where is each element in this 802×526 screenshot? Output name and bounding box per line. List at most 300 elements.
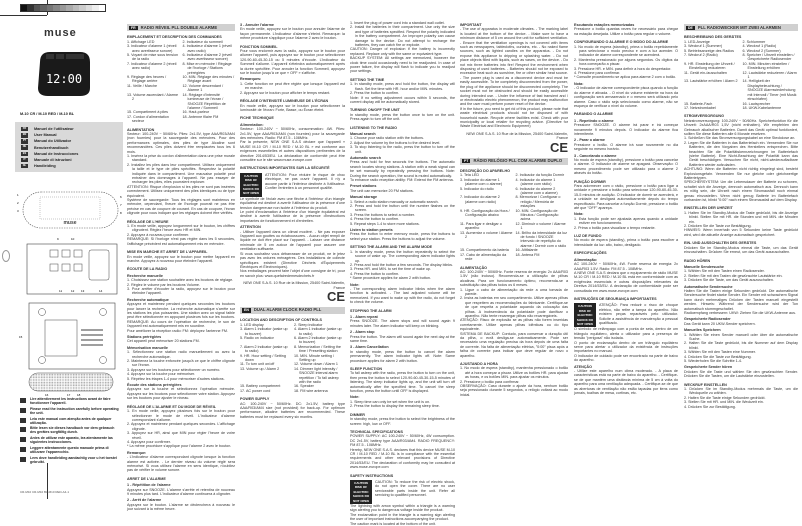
- section-heading: FUNÇÃO DORMIR: [574, 179, 606, 184]
- section-heading: ARRET DE L'ALARME: [127, 476, 166, 481]
- control-item: 11. Gerät ein-/ausschalten: [684, 70, 727, 75]
- callout-label: 6: [120, 195, 122, 199]
- section-heading: ÉCOUTE DE LA RADIO: [127, 267, 168, 272]
- callout-label: 3: [17, 209, 19, 213]
- control-item: 16. Lautsprecher: [742, 101, 771, 106]
- subheading: 3 - Alarm Cancellation: [350, 345, 389, 350]
- paragraph: The caution mark is located at the bottom of the unit.: [350, 521, 436, 526]
- control-item: 9. HR. Einstellung der Uhrzeit / Einstellung reduzieren: [684, 61, 735, 71]
- back-view-diagram: [15, 300, 125, 372]
- controls-list: [684, 40, 798, 111]
- section-heading: RÉGLAGE DE L'ALARME ET DU MODE DE RÉVEIL: [127, 404, 216, 409]
- list-step: 2. Prima o botão para visualizar o tempo restante.: [574, 225, 656, 230]
- notice-item: [20, 437, 120, 445]
- read-manual-icon: [20, 418, 26, 423]
- control-item: 16. Haut-parleur: [182, 110, 210, 115]
- subheading: Remarques:: [240, 77, 262, 82]
- caution-label-icon: CAUTION RISK OF ELECTRIC SHOCK DO NOT OPEN: [574, 303, 596, 327]
- section-heading: EINSTELLEN DER UHRZEIT: [684, 206, 733, 211]
- list-step: 2. Réglez le volume par les boutons Volume.: [127, 282, 200, 287]
- language-label: Manuel de l'utilisateur: [34, 127, 74, 132]
- control-item: 8. Speicher / Uhrzeit einstellen / Gespeicherte Radiosender: [742, 53, 795, 62]
- list-step: 4. Drücken Sie die Taste zur Bestätigung.: [684, 354, 752, 359]
- section-title: RADIO RÉVEIL PLL DOUBLE ALARME: [140, 24, 218, 30]
- list-step: 2. Insira as baterias em seu compartimento. Utilize apenas pilhas que respeitem as recomendações do fabricante. Certifique-se de que respeita a polaridade aquando da colocação das pilhas. A inobservância da polaridade pode danificar o aparelho. Não tente recarregar pilhas não recarregáveis.: [460, 296, 568, 318]
- control-item: 10. MIN. Configuração de Minutos / Configuração acima: [515, 208, 559, 222]
- notice-item: [20, 418, 120, 426]
- paragraph: En mode veille, appuyez sur le bouton pour mettre l'appareil en marche. Appuyez à nouveau pour éteindre l'appareil.: [127, 254, 235, 263]
- paragraph: Pour vous endormir avec la radio, appuyez sur le bouton pour allumer l'appareil, puis appuyez sur le bouton pour sélectionner 120-90-60-45-30-15 ou 5 minutes d'écoute. L'indicateur du Sommeil s'allume. L'appareil s'éteindra automatiquement après la durée spécifiée. Pour annuler la fonction Sommeil, appuyez sur le bouton jusqu'à ce que « OFF » s'affiche.: [240, 49, 345, 76]
- list-step: 4. Appuyez sur la touche pour mémoriser.: [127, 372, 196, 377]
- list-step: 1. Wählen Sie einen Sender manuell oder über die automatische Suche.: [684, 332, 798, 341]
- list-step: 3. Stellen Sie mit HR. und MIN. die Weckzeit ein.: [684, 400, 764, 405]
- list-step: 5. Wiederholen Sie die Schritte 1-4.: [684, 359, 743, 364]
- paragraph: HINWEIS: Wenn innerhalb von 5 Sekunden keine Taste gedrückt wird, wird die aktuelle Anzeige automatisch gespeichert.: [684, 228, 798, 237]
- section-heading: FICHE TECHNIQUE: [240, 116, 274, 121]
- paragraph: O símbolo de relâmpago com a ponta de seta, dentro de um triângulo equilátero, alerta o utilizador para a presença de tensão "perigosa" não isolada.: [574, 327, 678, 341]
- model-number: M-10 CR / M-10 RED / M-10 BL: [20, 112, 75, 116]
- callout-label: 12: [71, 289, 75, 293]
- caution-text: CAUTION: To reduce the risk of electric shock, do not open the cover. There are no user serviceable parts inside the unit. Refer all servicing to qualified personnel.: [375, 479, 455, 498]
- list-step: 1. Ligue o cabo de alimentação da rede a uma tomada de parede.: [460, 287, 568, 296]
- section-heading: ALIMENTAÇÃO: [460, 265, 487, 270]
- section-heading: STROMVERSORGUNG: [684, 114, 724, 119]
- paragraph: No modo de espera (standby), prima o botão para escolher a intensidade da luz: alto, baixo, desligado.: [574, 238, 678, 247]
- section-heading: SAFETY INSTRUCTIONS: [350, 473, 394, 478]
- paragraph: AC 100-240V ~ 50/60Hz, 4W. Fonte reserva de energia: 2x AAA/R03 1.5V. Rádio: FM 87.5 - 108MHz.: [574, 262, 678, 271]
- paragraph: To fall asleep with the radio, press the button to turn on the unit, then press the button to select 120-90-60-45-30-15-5 minutes of listening. The sleep indicator lights up, and the unit will turn off automatically after the specified time. To cancel the sleep function, press the button until OFF is displayed.: [350, 371, 455, 394]
- list-step: 2. Halten Sie die Taste einige Sekunden gedrückt.: [684, 395, 766, 400]
- caution-label-icon: CAUTION RISK OF ELECTRIC SHOCK DO NOT OPEN: [350, 480, 372, 504]
- control-item: 1. LED-Anzeige: [684, 39, 710, 44]
- language-flag-icon: EN: [22, 133, 27, 137]
- notice-item: [20, 457, 120, 465]
- controls-list: [127, 40, 235, 124]
- control-item: 5. Indicador do rádio: [460, 186, 494, 191]
- subheading: Note:: [350, 282, 360, 287]
- control-item: 15. Compartimento da bateria: [460, 248, 509, 253]
- read-manual-icon: [20, 447, 26, 452]
- subheading: 2 - Arrêt de l'alarme: [127, 498, 162, 503]
- control-item: 2. Indicateur du sommeil: [182, 39, 223, 44]
- callout-label: 16: [45, 393, 49, 397]
- paragraph: BACKUP SYSTEM: All settings are memorized, however the clock time could occasionally need to be readjusted. In case of power failure, the display will flash to indicate you to readjust your settings.: [350, 56, 455, 74]
- paragraph: * Same procedure applies for alarm 2 with button.: [350, 276, 431, 281]
- notice-item: [20, 427, 120, 435]
- paragraph: AC: 100-240V ~ 50/60Hz. DC: 2x1.5V, battery type AAA/R03/AM4 size (not provided) for back-up. For optimum performance, alkaline batteries are recommended. These batteries must be replaced every six months.: [240, 401, 345, 419]
- list-step: 3. Pour arrêter d'écouter la radio, appuyez sur le bouton pour éteindre l'appareil.: [127, 286, 235, 296]
- list-step: 3. Drücken Sie die Taste, um das Gerät auszuschalten.: [684, 278, 774, 283]
- list-step: 1. En mode veille, appuyez longuement sur le bouton, les chiffres clignotent. Réglez l'heure avec HR et MIN.: [127, 224, 235, 233]
- paragraph: * La même procédure s'applique pour l'alarme 2 avec le bouton.: [127, 444, 232, 449]
- paragraph: POWER SUPPLY: AC 100-240V ~ 50/60Hz, 4W consumption. DC 2x1.5V, battery type AAA/R03/AM4. RADIO FREQUENCY: FM 87.5 - 108MHz.: [350, 434, 455, 448]
- list-step: 3. Press the buttons to select a number.: [350, 212, 415, 217]
- paragraph: ACHTUNG: Wenn die Batterien nicht richtig eingelegt sind, besteht Explosionsgefahr. Verwenden Sie nur gleiche oder gleichwertige Batterietypen.: [684, 167, 798, 180]
- language-section-header: [684, 24, 798, 31]
- control-item: 12. Volume down / Alarm 1: [294, 362, 338, 367]
- notice-item: [20, 408, 120, 416]
- diagram-logo: muse: [63, 220, 77, 226]
- control-item: 4. Indicador do alarme 1 (alarme com rádio): [515, 177, 556, 187]
- notice-text: Antes de utilizar este aparato, lea atentamente las siguientes instrucciones.: [30, 436, 113, 445]
- list-step: 3. Pressione HR. e MIN. para definir a hora do despertador.: [574, 66, 672, 71]
- control-item: 7. Indicador do alarme 2 (alarme com rádio): [460, 195, 500, 204]
- caution-text: ATENÇÃO: Para reduzir o risco de choque elétrico, não retire a tampa do aparelho. Não existem peças reparáveis pelo utilizador. Solicite a assistência de manutenção a pessoal qualificado.: [599, 303, 678, 325]
- paragraph: In standby mode, press the button to cancel the alarm permanently. The alarm indicator lights off. Note: Same procedure applies for alarm 2 with button.: [350, 349, 455, 363]
- column-de-1: [684, 21, 798, 409]
- control-item: 10. MIN. Réglage des minutes / Réglage avant: [182, 75, 235, 84]
- front-view-diagram: [15, 188, 125, 233]
- list-step: 3. Press HR. and MIN. to set the time of wake up.: [350, 267, 431, 272]
- control-item: 1. Tela LED: [460, 173, 479, 178]
- paragraph: En mode veille, appuyez sur le bouton pour annuler l'alarme de façon permanente. L'indicateur d'alarme s'éteint. Remarque: la même procédure s'applique pour l'alarme 2 avec le bouton.: [240, 27, 345, 41]
- language-section-header: [240, 307, 345, 314]
- language-label: Manual de Instrucciones: [34, 151, 79, 156]
- list-step: 4. Press the button to confirm.: [350, 217, 400, 222]
- paragraph: Appuyez sur le bouton. L'alarme se déclenchera à nouveau le jour suivant à la même heure.: [127, 502, 235, 512]
- paragraph: REMARQUE: Si l'horloge n'est pas réglée dans les 5 secondes, l'affichage précédent est automatiquement mis en mémoire.: [127, 237, 235, 246]
- language-section-header: [460, 158, 568, 165]
- callout-label: 13: [81, 289, 85, 293]
- list-step: 2. Installez les piles dans leur compartiment. Utilisez uniquement la taille et le type de piles spécifiés. Respectez la polarité indiquée dans le compartiment. Une mauvaise polarité peut entraîner des dommages à l'appareil. Ne pas essayer de recharger les piles, elles pourraient exploser.: [127, 162, 235, 185]
- paragraph: Le point d'exclamation à l'intérieur d'un triangle équilatéral est destiné à avertir l'utilisateur de la présence d'instructions importantes de fonctionnement et d'entretien.: [240, 210, 345, 223]
- list-step: 2. Press the button to confirm.: [350, 91, 400, 96]
- notice-item: [20, 447, 120, 455]
- list-step: 1. Insert the plug of power cord into a standard wall outlet.: [350, 21, 445, 25]
- section-heading: SETTING THE TIME: [350, 77, 385, 82]
- language-list: [15, 122, 123, 172]
- paragraph: Appuyez sur la touche et sélectionnez l'opération mémoire. Appuyez sur les boutons pour sélectionner votre station. Appuyez sur les boutons pour ajuster le niveau.: [127, 387, 235, 401]
- paragraph: - Utilize este aparelho num clima moderado. - A placa de características está na parte de baixo do aparelho. - Certifique-se de que mantém uma distância mínima de 5 cm à volta do aparelho para uma ventilação adequada. - Certifique-se de que as aberturas de ventilação não estão tapadas por itens como jornais, toalhas de mesa, cortinas, etc.: [574, 369, 678, 396]
- section-heading: SETTING THE ALARM AND THE ALARM MODE: [350, 245, 433, 250]
- paragraph: Das Gerät kann 20 UKW-Sender speichern.: [684, 321, 756, 326]
- control-item: 13. Aumentar o volume / Alarme 2: [460, 230, 513, 240]
- list-step: 2. Maintenez la touche enfoncée jusqu'à ce que le chiffre clignote sur l'écran.: [127, 359, 235, 368]
- paragraph: SISTEMA DE BACKUP: Contudo, para conservar a duração útil da pilha, o ecrã desliga-se automaticamente. Pode ser necessário uma regulação precisa da hora depois de uma falta de corrente. Na falta de alimentação elétrica, "0:00" pisca após a falha de corrente para indicar que deve regular de novo o aparelho.: [460, 331, 568, 358]
- list-step: 5. Repeat steps 1-4 to store more stations.: [350, 221, 420, 226]
- subheading: 3 - Cancelando o alarme: [574, 153, 617, 158]
- paragraph: In standby mode, press the button once to turn on the unit. Press again to turn off the unit.: [350, 112, 455, 122]
- ce-mark: CE: [326, 288, 345, 304]
- list-step: 2. Legen Sie die Batterien in das Batteriefach ein. Verwenden Sie nur Batterien, die den Vorgaben des Herstellers entsprechen. Bitte beachten Sie die Polaritätskennzeichnungen im Batteriefach (siehe Batterie). Eine Nicht-Beachtung der Polarität kann das Gerät beschädigen. Versuchen Sie nicht, nicht-wiederaufladbare Batterien wieder aufzuladen.: [684, 140, 798, 167]
- control-item: 3. Weckruf 1 (Summer): [684, 44, 723, 49]
- company-address: NEW ONE S.A.S. 10 Rue de la Mission, 25400 Saint-Valentin, France: [466, 131, 568, 141]
- color-swatch: [99, 5, 105, 11]
- list-step: 2. Halten Sie die Taste gedrückt, bis die Nummer auf dem Display blinkt.: [684, 341, 798, 350]
- list-step: 2. Press the button to display the remaining sleep time.: [350, 404, 440, 409]
- list-step: 2. Press and hold the button until the number flashes on the screen.: [350, 204, 455, 213]
- subheading: Recherche automatique: [127, 297, 169, 302]
- paragraph: Press the button to enter memory mode, press the buttons to select your station. Press the buttons to adjust the volume.: [350, 232, 455, 241]
- control-item: 12. Volume descendant / Alarme 1: [182, 83, 224, 93]
- control-item: 16. Speaker: [294, 384, 314, 389]
- paragraph: Hereby, NEW ONE S.A.S. declares that this device MUSE M-10 CR / M-10 RED / M-10 BL is in compliance with the essential requirements and other relevant provisions of Directive 2014/53/EU. The declaration of conformity may be consulted at www.muse-europe.com: [350, 447, 455, 470]
- subheading: Remarque:: [127, 450, 147, 455]
- control-item: 17. AC power cord: [240, 388, 271, 393]
- paragraph: Par la présente, NEW ONE S.A.S déclare que l'appareil « MUSE M-10 CR / M-10 RED / M-10 BL » est conforme aux exigences essentielles et autres dispositions pertinentes de la directive 2014/53/EU. La déclaration de conformité peut être consultée sur le site www.muse-europe.com: [240, 140, 345, 162]
- paragraph: Appuyez sur SNOOZE. L'alarme s'arrête et retentira de nouveau 9 minutes plus tard. L'indicateur d'alarme continuera à clignoter.: [127, 487, 235, 496]
- language-label: Manuale di istruzioni: [34, 158, 72, 163]
- caution-block: [350, 480, 455, 504]
- control-item: 18. Antena FM: [515, 252, 540, 257]
- read-manual-icon: [20, 427, 26, 432]
- paragraph: Secteur: 100-240V ~ 50/60Hz, consommation: 4W. Piles: 2x1.5V, type AAA/R03/AM4 (non fournies) pour la sauvegarde des mémoires. Radio: FM 87.5 - 108MHz.: [240, 127, 345, 140]
- paragraph: Appuyez et maintenez pendant quelques secondes les boutons pour lancer la recherche. La recherche automatique s'arrête sur les stations les plus puissantes. Une station avec un signal faible peut être sélectionnée en appuyant plusieurs fois sur les boutons. REMARQUE: Au cours de l'opération de recherche, le son de l'appareil est automatiquement mis en sourdine.: [127, 302, 235, 329]
- paragraph: - O indicador de alarme correspondente pisca quando a função do alarme é ativada. - O nível do volume existente na hora da configuração será armazenado e o mesmo será utilizado pelo alarme. Caso o rádio seja selecionado como alarme, não se esqueça de verificar o nível do volume.: [574, 86, 678, 108]
- paragraph: Pour améliorer la réception radio: FM: déployez l'antenne FM.: [127, 328, 228, 333]
- caution-block: [574, 303, 678, 327]
- paragraph: To enhance radio reception ability: FM: Extend the FM antenna.: [350, 178, 454, 182]
- language-item: [21, 163, 117, 169]
- control-item: 12. Lautstärke reduzieren / Alarm 1: [742, 70, 797, 80]
- column-fr-1: [127, 21, 235, 512]
- paragraph: Press the button. The alarm will sound again the next day at the same time.: [350, 334, 455, 343]
- language-flag-icon: FR: [22, 126, 27, 130]
- subheading: Escutando estações memorizadas: [574, 23, 635, 27]
- section-heading: LUZ DE FUNDO: [574, 234, 602, 239]
- control-item: 18. Antenne filaire FM: [182, 114, 219, 119]
- list-step: 2. Pressione o botão para confirmar.: [460, 379, 520, 384]
- control-item: 5. Radio on indicator: [240, 335, 274, 340]
- list-step: 5. Répétez les étapes 1-4 pour mémoriser d'autres stations.: [127, 376, 225, 381]
- control-item: 4. Alarm 1 indicator (wake up to radio): [294, 327, 342, 336]
- list-step: 4. Appuyez pour confirmer.: [127, 439, 171, 444]
- paragraph: Système de sauvegarde: Tous les réglages sont maintenus en mémoire, cependant, l'heure de l'horloge pourrait ne pas être précise en cas de coupure de courant. En cas de coupure, l'écran clignote pour vous indiquer que les réglages doivent être vérifiés.: [127, 198, 235, 216]
- section-heading: SLEEP FUNCTION: [350, 367, 383, 372]
- read-manual-icon: [20, 398, 26, 403]
- paragraph: The lightning with arrow symbol within a triangle is a warning sign alerting you to dangerous voltage inside the product.: [350, 504, 455, 513]
- ce-mark: CE: [549, 139, 568, 155]
- subheading: Note:: [350, 395, 360, 400]
- list-step: 4. Pressione para confirmar.: [574, 71, 621, 76]
- subheading: Listen to station presets: [350, 228, 393, 233]
- list-step: 2. Install the batteries in their compartment. Use only the size and type of batteries specified. Respect the polarity indicated in the battery compartment. An improper polarity can cause damage to the device. Do not attempt to recharge the batteries, they can catch fire or explode.: [350, 25, 455, 48]
- subheading: 1 - Alarm repeat: [350, 314, 378, 319]
- list-step: 3. Wählen Sie mit den Tasten eine Nummer.: [684, 350, 756, 355]
- control-item: 11. Veille / Marche: [127, 83, 158, 88]
- subheading: Alimentação:: [574, 257, 598, 262]
- subheading: Écoute des stations préréglées: [127, 383, 182, 388]
- paragraph: Drücken Sie die Taste und wählen Sie den gewünschten Sender. Drücken Sie die Tasten, um die Lautstärke einzustellen.: [684, 369, 798, 379]
- language-label: User Manual: [34, 133, 57, 138]
- language-section-header: [127, 24, 235, 31]
- subheading: Stations préréglées: [127, 335, 162, 339]
- subheading: Gespeicherte Sender hören: [684, 365, 733, 370]
- language-flag-icon: PT: [22, 139, 27, 143]
- control-item: 9. HR. Hour setting / Setting down: [240, 353, 286, 362]
- paragraph: Halten Sie die Tasten einige Sekunden gedrückt. Die automatische Sendersuche findet starke Sender. Ein Sender mit schwachem Signal kann durch mehrmaliges Drücken der Tasten manuell eingestellt werden. Hinweis: Während der Sendersuche wird der Ton automatisch stummgeschaltet.: [684, 288, 798, 311]
- column-pt-2: [574, 21, 678, 395]
- paragraph: Press SNOOZE. The alarm stops and will sound again 9 minutes later. The alarm indicator will keep on blinking.: [350, 319, 455, 328]
- control-item: 6. Indicateur d'alarme 2 (réveil avec avertisseur sonore): [182, 53, 232, 62]
- control-item: 3. Indicador do alarme 1 (alarme com o alarme): [460, 177, 503, 187]
- subheading: Manual search: [350, 131, 376, 136]
- caution-label-icon: CAUTION RISK OF ELECTRIC SHOCK DO NOT OPEN: [240, 173, 262, 197]
- control-item: 8. Memorizar / Configurar o relógio / Memória de estações: [515, 195, 561, 209]
- language-label: Manual do Utilizador: [34, 139, 72, 144]
- paragraph: Si vous souhaitez vous débarrasser de ce produit, ne le jetez pas avec les ordures ménagères. Des installations de collecte spécifiques existent (Directive Déchets d'Équipements Électriques et Électroniques).: [240, 251, 345, 269]
- list-step: 2. Appuyez à nouveau pour confirmer.: [127, 232, 190, 237]
- notice-text: Bitte lesen sie dieses handbuch vor dem gebrauch des gerätes sorgfältig durch.: [30, 426, 115, 435]
- control-item: 5. Voyant de mise sous tension de la radio: [127, 53, 179, 62]
- section-heading: RADIO HÖREN: [684, 258, 711, 263]
- callout-label: 14: [99, 289, 103, 293]
- section-heading: EMPLACEMENT ET DESCRIPTION DES COMMANDES: [127, 35, 222, 40]
- caution-block: [240, 173, 345, 197]
- list-step: 2. Press and hold the button a few seconds. The display blinks.: [350, 262, 454, 267]
- list-step: 1. Cette fonction ne peut être réglée que lorsque l'appareil est en marche.: [240, 81, 345, 91]
- paragraph: A NEW ONE S.A.S declara que o equipamento de rádio MUSE M-10 CR / M-10 RED / M-10 BL está em conformidade com as exigências essenciais e outras disposições relevantes da Diretiva 2014/53/EU. A declaração de conformidade pode ser consultada em www.muse-europe.com: [574, 270, 678, 293]
- section-heading: RÉGLAGE D'INTENSITÉ LUMINEUSE DE L'ÉCRAN: [240, 99, 329, 104]
- control-item: 18. UKW-Kabelantenne: [742, 105, 782, 110]
- section-heading: CONFIGURANDO O ALARME E O MODO DO ALARME: [574, 40, 669, 45]
- section-heading: POWER SUPPLY: [240, 397, 270, 402]
- list-step: 1. In standby mode, press the button repeatedly to select the source of wake up. The corresponding alarm indicator lights up.: [350, 249, 455, 263]
- paragraph: Cet appareil peut mémoriser 20 stations FM.: [127, 339, 200, 344]
- notice-text: Lire attentivement les instructions avant de faire fonctionner l'appareil.: [30, 397, 111, 405]
- notice-text: Leggere attentamente questo manuale prima di utilizzare l'apparecchio.: [30, 446, 109, 454]
- list-step: 1. Halten Sie im Standby-Modus die Taste gedrückt, bis die Anzeige blinkt. Stellen Sie mit HR. die Stunden und mit MIN. die Minuten ein.: [684, 210, 798, 224]
- control-item: 12. Diminuir o volume / Alarme 1: [515, 221, 566, 231]
- subheading: IMPORTANT: [460, 23, 482, 27]
- list-step: 1. Esta função pode ser ajustada apenas quando a unidade estiver em funcionamento.: [574, 216, 678, 226]
- registration-mark: [2, 250, 10, 262]
- control-item: 15. Battery compartment: [240, 384, 281, 389]
- control-item: 18. FM wire antenna: [294, 388, 328, 393]
- callout-label: 17: [67, 393, 71, 397]
- section-heading: LOCATION AND DESCRIPTION OF CONTROLS: [240, 318, 322, 323]
- list-step: 1. No modo de espera (standby), mantenha pressionado o botão até a hora começar a piscar. Utilize os botões HR. para ajustar as horas, e os botões MIN. para ajustar os minutos.: [460, 366, 568, 380]
- control-item: 4. Indicateur d'alarme 1 (réveil avec radio): [182, 44, 232, 53]
- paragraph: En mode veille, appuyez sur le bouton pour sélectionner la luminosité de l'écran: Forte, Basse, ou Écran éteint.: [240, 103, 345, 112]
- control-item: 14. Réglage d'intensité lumineuse de l'écran / SNOOZE Répétition de l'alarme / Sommeil: [182, 92, 226, 110]
- section-heading: BESCHREIBUNG DES GERÄTES: [684, 35, 742, 40]
- paragraph: Para adormecer com o rádio, pressione o botão para ligar a unidade e pressione o botão para selecionar 120-90-60-45-30-15-5 minutos de audição. O indicador de dormir se acenderá, e a unidade se desligará automaticamente depois do tempo especificado. Para cancelar a função Dormir, pressione o botão até que "OFF" apareça.: [574, 184, 678, 211]
- read-manual-icon: [20, 437, 26, 442]
- language-flag-icon: DE: [22, 145, 27, 149]
- subheading: 1 - Repetindo o alarme: [574, 118, 614, 123]
- control-item: 13. Lautstärke erhöhen / Alarm 2: [684, 79, 738, 84]
- column-en-2: [350, 21, 455, 526]
- list-step: 1. Drücken Sie im Standby-Modus mehrmals die Taste, um die Weckquelle zu wählen.: [684, 387, 798, 396]
- control-item: 8. Mise en mémoire / Réglage de l'horloge / Stations préréglées: [182, 61, 232, 75]
- section-title: RÁDIO RELÓGIO PLL COM ALARME DUPLO: [473, 158, 563, 164]
- subheading: Automatische Sendersuche: [684, 284, 733, 289]
- control-item: 7. Weckruf 2 (Radio): [684, 53, 718, 58]
- callout-label: 7: [120, 203, 122, 207]
- control-item: 14. Dimmer light intensity / SNOOZE interval alarm repetition / To fall asleep with the radio: [294, 366, 339, 385]
- list-step: 1. Sélectionnez une station radio manuellement ou avec la recherche automatique.: [127, 350, 235, 359]
- crop-mark: [0, 15, 47, 16]
- clock-radio-image: [34, 48, 94, 98]
- subheading: 3 - Annuler l'alarme: [240, 23, 274, 27]
- language-code-badge: DE: [688, 25, 693, 30]
- section-heading: STOPPING THE ALARM: [350, 308, 392, 313]
- paragraph: Note: If no setting adjustment occurs within 5 seconds, the current display will be automatically stored.: [350, 95, 455, 104]
- section-heading: TURNING ON/OFF THE UNIT: [350, 108, 400, 113]
- list-step: 1. Schließen Sie das Stromversorgungskabel an eine Steckdose an.: [684, 136, 796, 141]
- paragraph: In standby mode, press the button to select the brightness of the screen: high, low or OFF.: [350, 417, 455, 426]
- section-heading: ALIMENTATION: [127, 127, 155, 132]
- paragraph: ATENÇÃO: Risco de explosão se as pilhas não forem inseridas corretamente. Utilize apenas pilhas idênticas ou do tipo equivalente.: [460, 318, 568, 332]
- control-item: 11. Para ligar e desligar o aparelho: [460, 221, 502, 231]
- read-instructions-notices: [20, 398, 120, 467]
- language-code-badge: FR: [131, 25, 136, 30]
- control-item: 9. Réglage des heures / Réglage arrière: [127, 75, 167, 84]
- control-item: 15. Compartiment à piles: [127, 110, 168, 115]
- control-item: 14. Brilho da intensidade da luz de fundo / SNOOZE intervalo de repetição do alarme / Dormir com o rádio: [515, 230, 567, 248]
- callout-label: 1: [17, 193, 19, 197]
- control-item: 1. LED display: [240, 322, 264, 327]
- paragraph: Nos emballages peuvent faire l'objet d'une consigne de tri, pour en savoir plus: www.quefairedemesdechets.fr: [240, 269, 345, 278]
- top-view-diagram: [15, 236, 125, 298]
- control-item: 7. Alarm 2 indicator (wake up to radio): [240, 344, 288, 354]
- paragraph: OBSERVAÇÃO: Caso durante o ajuste da hora, nenhum botão seja pressionado durante 5 segundos, o relógio voltará ao modo inicial.: [460, 384, 568, 397]
- paragraph: Press and hold for few seconds the buttons. The automatic search locates strong stations. A station with a weak signal can be set manually by repeatedly pressing the buttons. Note: During the search operation, the sound is muted automatically.: [350, 160, 455, 178]
- list-step: 2. Appuyez sur le bouton pour afficher le temps restant.: [240, 90, 331, 95]
- control-item: 6. Alarm 2 indicator (wake up to buzzer): [294, 335, 342, 345]
- paragraph: O indicador de cuidado pode ser encontrado na parte de baixo do aparelho.: [574, 353, 678, 363]
- paragraph: The exclamation point in the triangle is a warning sign alerting the user of important instructions accompanying the product.: [350, 512, 455, 522]
- section-heading: ESPECIFICAÇÕES: [574, 251, 607, 256]
- language-code-badge: PT: [464, 159, 469, 164]
- subheading: 1 - Répétition de l'alarme: [127, 483, 171, 488]
- column-fr-2-en-1: [240, 21, 345, 419]
- paragraph: * Consulte procedimento se aplica para alarme 2 com o botão.: [574, 75, 677, 80]
- control-item: 2. Sleep indicator: [294, 322, 323, 327]
- paragraph: ATTENTION: Risque d'explosion si les piles ne sont pas insérées correctement. Utilisez uniquement des piles identiques ou de type équivalent.: [127, 184, 235, 198]
- control-item: 17. Cabo de alimentação da rede: [460, 252, 507, 262]
- section-heading: EIN- UND AUSSCHALTEN DES GERÄTES: [684, 241, 757, 246]
- subheading: Manual storage: [350, 195, 378, 200]
- list-step: 1. Wählen Sie mit den Tasten einen Radiosender.: [684, 269, 765, 274]
- control-item: 2. Schlummer: [742, 39, 766, 44]
- section-heading: WECKRUF EINSTELLEN: [684, 382, 727, 387]
- paragraph: - The corresponding alarm indicator blinks when the alarm function is activated. - The last adjusted volume will be memorized. If you want to wake up with the radio, do not forget to check the volume.: [350, 286, 455, 305]
- paragraph: If in the future, you need to get rid of this product, please note that waste electrical products should not be disposed of with household waste. Recycle where facilities exist. Check with your municipality or local retailer for recycling advice. (Directive for Waste Electrical and Electronic Equipment): [460, 106, 568, 129]
- list-step: 1. Choisissez une station souhaitée avec les boutons de réglage.: [127, 278, 234, 283]
- company-address: NEW ONE S.A.S. 10 Rue de la Mission, 25400 Saint-Valentin, France: [243, 281, 345, 290]
- paragraph: CAUTION: Danger of explosion if the battery is incorrectly replaced. Replace only with the same or equivalent type.: [350, 47, 455, 56]
- section-heading: DIMMER: [350, 412, 365, 417]
- section-heading: RÉGLAGE DE L'HEURE: [127, 219, 169, 224]
- list-step: 1. No modo de espera (standby), prima o botão repetidamente para selecionar o modo preciso e com a luz acender. O indicador de alarme correspondente se acenderá.: [574, 44, 678, 58]
- subheading: Gespeicherte Radiosender: [684, 317, 731, 322]
- subheading: Nota:: [574, 212, 584, 217]
- paragraph: O ponto de exclamação dentro de um triângulo equilátero serve para alertar o utilizador da existência de instruções importantes no manual.: [574, 340, 678, 354]
- section-heading: DESCRIÇÃO DO APARELHO: [460, 168, 510, 173]
- language-flag-icon: IT: [21, 158, 28, 163]
- clock-display: 12:00: [45, 72, 83, 86]
- muse-logo: muse: [44, 27, 77, 39]
- list-step: 1. Select a radio station manually or automatic search.: [350, 199, 439, 204]
- controls-list: [460, 173, 568, 261]
- read-manual-icon: [20, 408, 26, 413]
- list-step: 2. Appuyez et maintenez pendant quelques secondes. L'affichage clignote.: [127, 422, 235, 431]
- notice-item: [20, 398, 120, 406]
- list-step: 2. Drücken Sie die Taste zur Bestätigung.: [684, 224, 752, 229]
- section-heading: TECHNICAL SPECIFICATIONS: [350, 429, 403, 434]
- subheading: Preset stations: [350, 184, 377, 189]
- section-heading: INSTRUÇÕES DE SEGURANÇA IMPORTANTES: [574, 296, 657, 301]
- callout-label: 18: [77, 393, 81, 397]
- language-label: Benutzerhandbuch: [34, 145, 69, 150]
- paragraph: - The use of apparatus in moderate climates. - The marking label is located at the bottom of the device. - Make sure to have a minimum distance of 5 cm around the unit for sufficient ventilation. - Ensure that the ventilation openings is not covered with items such as newspapers, tablecloths, curtains, etc. - No naked flame sources, such as lighted candles on the apparatus. - Do not expose this appliance to dripping or splashing water. - Do not place objects filled with liquids, such as vases, on the device. - Do not mix three batteries into fire! Respect the environment when disposing of used batteries. - Batteries should not be exposed to excessive heat such as sunshine, fire or other similar heat source. - The power plug is used as a disconnect device and must be easily accessible. To be completely disconnected from the power, the plug of the appliance should be disconnected completely. The socket must not be obstructed and should be easily accessible during intended use. - Under the influence of fast transient and / or electrostatic electric phenomenon, the product may malfunction and the user must perform power reset of the device.: [460, 27, 568, 107]
- paragraph: - Utiliser l'appareil dans un climat modéré. - Ne pas exposer l'appareil aux gouttes ou éclaboussures. - Aucun objet rempli de liquide ne doit être placé sur l'appareil. - Laisser une distance minimale de 5 cm autour de l'appareil pour assurer une ventilation suffisante.: [240, 229, 345, 252]
- list-step: 1. Sleep time can only be set when the unit is on.: [350, 399, 431, 404]
- language-flag-icon: NL: [22, 163, 27, 167]
- control-item: 9. HR. Configuração da Hora / Configuração abaixo: [460, 208, 510, 218]
